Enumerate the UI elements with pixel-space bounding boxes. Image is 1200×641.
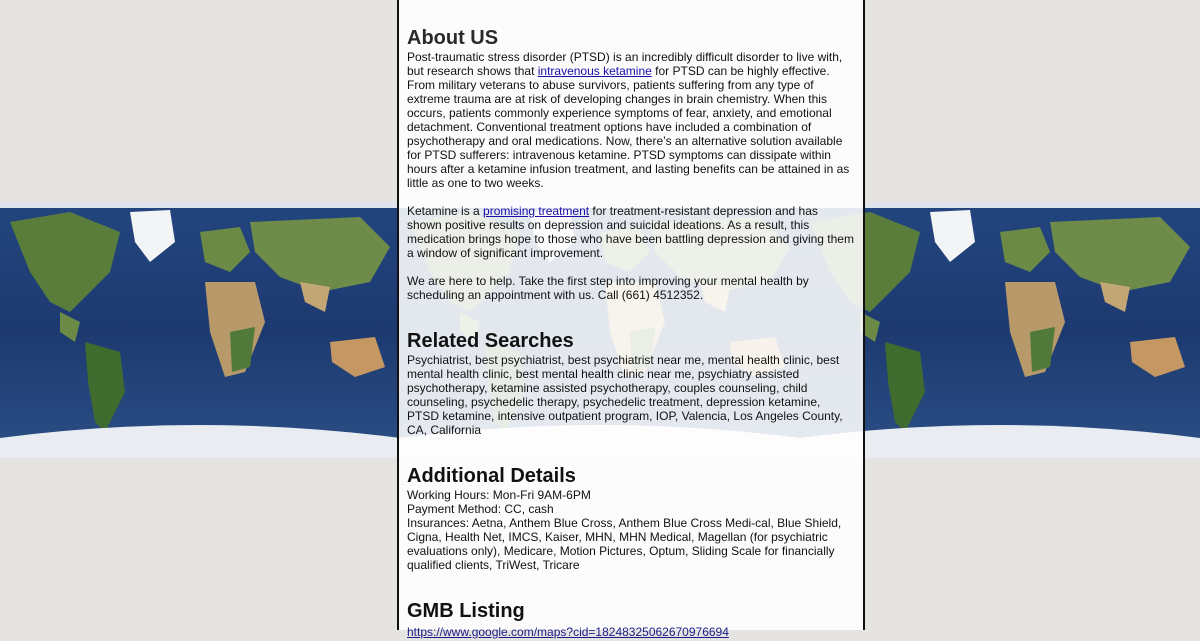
about-paragraph-3: We are here to help. Take the first step into improving your mental health by scheduling an appointment with us. Call (661) 4512352. xyxy=(407,274,809,302)
gmb-listing-section xyxy=(407,600,855,641)
related-searches-title: Related Searches xyxy=(407,330,574,352)
additional-details-section xyxy=(407,465,855,572)
promising-treatment-link[interactable]: promising treatment xyxy=(483,204,590,218)
related-searches-section xyxy=(407,330,855,437)
gmb-listing-link[interactable]: https://www.google.com/maps?cid=18248325062670976694 xyxy=(407,625,729,639)
about-section xyxy=(407,0,855,302)
content-column xyxy=(397,0,865,639)
additional-details-title: Additional Details xyxy=(407,465,576,487)
about-paragraph-1: Post-traumatic stress disorder (PTSD) is an incredibly difficult disorder to live with, but research shows that intravenous ketamine for PTSD can be highly effective. From military veterans to abuse survivors, patients suffering from any type of extreme trauma are at risk of developing changes in brain chemistry. When this occurs, patients commonly experience symptoms of fear, anxiety, and emotional detachment. Conventional treatment options have included a combination of psychotherapy and oral medications. Now, there’s an alternative solution available for PTSD sufferers: intravenous ketamine. PTSD symptoms can dissipate within hours after a ketamine infusion treatment, and lasting benefits can be attained in as little as one to two weeks. xyxy=(407,50,850,190)
working-hours: Working Hours: Mon-Fri 9AM-6PM xyxy=(407,488,591,502)
about-paragraph-2: Ketamine is a promising treatment for treatment-resistant depression and has shown positive results on depression and suicidal ideations. As a result, this medication brings hope to those who have been battling depression and giving them a window of significant improvement. xyxy=(407,204,854,260)
insurances: Insurances: Aetna, Anthem Blue Cross, Anthem Blue Cross Medi-cal, Blue Shield, Cigna, Health Net, IMCS, Kaiser, MHN, MHN Medical, Magellan (for psychiatric evaluations only), Medicare, Motion Pictures, Optum, Sliding Scale for financially qualified clients, TriWest, Tricare xyxy=(407,516,842,572)
gmb-listing-title: GMB Listing xyxy=(407,600,525,622)
related-searches-text: Psychiatrist, best psychiatrist, best psychiatrist near me, mental health clinic, best mental health clinic, best mental health clinic near me, psychiatry assisted psychotherapy, ketamine assisted psychotherapy, couples counseling, child counseling, psychedelic therapy, psychedelic treatment, depression ketamine, PTSD ketamine, intensive outpatient program, IOP, Valencia, Los Angeles County, CA, California xyxy=(407,353,843,437)
about-title: About US xyxy=(407,27,499,49)
payment-method: Payment Method: CC, cash xyxy=(407,502,554,516)
intravenous-ketamine-link[interactable]: intravenous ketamine xyxy=(537,64,652,78)
